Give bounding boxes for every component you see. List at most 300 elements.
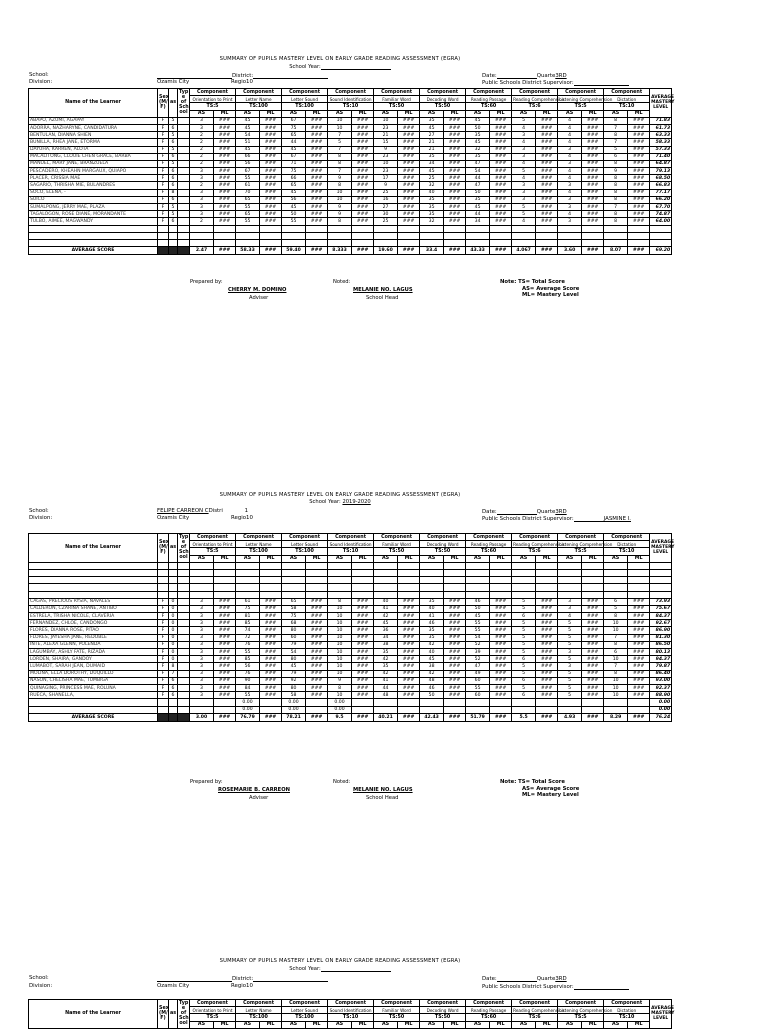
score-as: 3 (190, 620, 214, 627)
sub-as: AS (558, 555, 582, 562)
score-as: 2 (190, 160, 214, 167)
score-ml: ### (260, 670, 282, 677)
learner-sex: F (158, 692, 169, 699)
score-ml: ### (444, 139, 466, 146)
score-ml: ### (214, 218, 236, 225)
score-as: 32 (420, 218, 444, 225)
table-row (29, 146, 672, 153)
score-ml: ### (306, 168, 328, 175)
component-name: Reading Comprehension (513, 96, 565, 102)
score-as: 54 (466, 168, 490, 175)
adviser-label: Adviser (249, 795, 269, 801)
table-row (29, 670, 672, 677)
score-ml: ### (260, 627, 282, 634)
learner-age: 5 (169, 146, 178, 153)
score-as: 41 (420, 613, 444, 620)
average-ml: ### (214, 247, 236, 255)
learner-age: 6 (169, 124, 178, 131)
sub-ml: ML (398, 110, 420, 117)
score-as: 32 (420, 182, 444, 189)
score-ml: ### (628, 692, 650, 699)
header-row (29, 534, 672, 541)
score-ml: ### (490, 175, 512, 182)
score-as: 3 (512, 189, 536, 196)
score-as: 10 (328, 663, 352, 670)
score-ml: ### (260, 620, 282, 627)
score-ml: ### (582, 196, 604, 203)
table-row (29, 699, 672, 706)
score-as: 8 (604, 132, 628, 139)
score-ml: ### (490, 613, 512, 620)
score-as: 6 (604, 598, 628, 605)
score-ml: ### (628, 146, 650, 153)
sub-ml: ML (490, 555, 512, 562)
component-header: Component (190, 89, 236, 96)
score-ml: ### (352, 677, 374, 684)
date-field: Date: Quarte3RD (482, 976, 567, 982)
score-ml: ### (214, 641, 236, 648)
noted-label: Noted: (333, 279, 351, 285)
score-ml: ### (628, 211, 650, 218)
school-type (178, 146, 190, 153)
score-ml: ### (214, 613, 236, 620)
component-total: TS:50 (374, 103, 420, 110)
score-as: 23 (374, 153, 398, 160)
learner-sex: F (158, 670, 169, 677)
score-ml: ### (490, 620, 512, 627)
region-value: Regio10 (231, 983, 253, 989)
score-as: 5 (512, 663, 536, 670)
table-row (29, 656, 672, 663)
score-ml: ### (214, 160, 236, 167)
score-as: 21 (420, 146, 444, 153)
score-ml: ### (260, 605, 282, 612)
score-as: 2 (190, 139, 214, 146)
school-type (178, 613, 190, 620)
sub-as: AS (374, 1021, 398, 1028)
average-mastery: 66.83 (650, 182, 672, 189)
score-as: 3 (190, 627, 214, 634)
score-ml: ### (214, 605, 236, 612)
sub-as: AS (420, 1021, 444, 1028)
col-as-header: as (169, 534, 178, 563)
score-ml: ### (260, 189, 282, 196)
score-as: 3 (558, 204, 582, 211)
score-as: 60 (282, 634, 306, 641)
sub-as: AS (236, 110, 260, 117)
score-ml: ### (214, 634, 236, 641)
component-header: Component (328, 89, 374, 96)
component-total: TS:100 (282, 548, 328, 555)
learner-sex: F (158, 132, 169, 139)
score-ml: ### (628, 132, 650, 139)
score-as: 3 (558, 182, 582, 189)
zero-value: 0.00 (328, 699, 352, 706)
score-ml: ### (352, 692, 374, 699)
school-year: School Year: 2019-2020 (309, 499, 371, 505)
score-ml: ### (306, 627, 328, 634)
region-value: Regio10 (231, 79, 253, 85)
learner-sex: F (158, 146, 169, 153)
table-row (29, 218, 672, 225)
score-as: 55 (466, 627, 490, 634)
score-as: 8 (328, 182, 352, 189)
component-header: Component (236, 1000, 282, 1007)
score-ml: ### (352, 211, 374, 218)
learner-sex: F (158, 656, 169, 663)
school-type (178, 627, 190, 634)
sub-as: AS (190, 555, 214, 562)
sub-ml: ML (444, 555, 466, 562)
learner-age: 5 (169, 132, 178, 139)
score-as: 3 (190, 189, 214, 196)
score-ml: ### (306, 620, 328, 627)
average-row (29, 247, 672, 255)
learner-age: 6 (169, 182, 178, 189)
sub-as: AS (466, 555, 490, 562)
average-as: 59.40 (282, 247, 306, 255)
score-ml: ### (536, 139, 558, 146)
average-row (29, 713, 672, 721)
average-as: 8.07 (604, 247, 628, 255)
score-as: 66 (282, 175, 306, 182)
component-header: Component (374, 1000, 420, 1007)
learner-age: 6 (169, 196, 178, 203)
score-ml: ### (214, 175, 236, 182)
score-ml: ### (582, 168, 604, 175)
learner-sex: F (158, 182, 169, 189)
component-header: Component (558, 534, 604, 541)
score-as: 3 (512, 146, 536, 153)
learner-sex: F (158, 204, 169, 211)
score-as: 9 (328, 175, 352, 182)
score-as: 3 (512, 153, 536, 160)
col-type-header: Typ e of Sch ool (179, 1001, 189, 1027)
score-as: 32 (466, 146, 490, 153)
score-ml: ### (582, 677, 604, 684)
sub-as: AS (328, 1021, 352, 1028)
average-total: 76.24 (650, 713, 672, 721)
component-header: Component (558, 1000, 604, 1007)
score-as: 41 (374, 677, 398, 684)
learner-sex: F (158, 168, 169, 175)
component-total: TS:50 (420, 548, 466, 555)
score-as: 3 (190, 649, 214, 656)
score-as: 27 (420, 132, 444, 139)
score-as: 47 (466, 663, 490, 670)
division-field: Division: (29, 79, 53, 85)
sub-ml: ML (628, 110, 650, 117)
sub-ml: ML (490, 110, 512, 117)
score-as: 5 (558, 677, 582, 684)
score-ml: ### (306, 598, 328, 605)
score-ml: ### (582, 641, 604, 648)
score-ml: ### (582, 211, 604, 218)
average-mastery: 81.30 (650, 634, 672, 641)
sub-ml: ML (536, 1021, 558, 1028)
head-name: MELANIE NO. LAGUS (353, 287, 413, 293)
school-type (178, 189, 190, 196)
score-ml: ### (352, 656, 374, 663)
score-ml: ### (260, 117, 282, 124)
score-ml: ### (490, 189, 512, 196)
score-as: 58 (282, 605, 306, 612)
score-as: 79 (282, 670, 306, 677)
score-as: 35 (420, 627, 444, 634)
average-ml: ### (306, 713, 328, 721)
score-ml: ### (536, 649, 558, 656)
score-as: 10 (328, 613, 352, 620)
school-type (178, 168, 190, 175)
component-total: TS:100 (236, 103, 282, 110)
component-total: TS:100 (282, 103, 328, 110)
score-ml: ### (398, 204, 420, 211)
score-as: 8 (328, 218, 352, 225)
score-ml: ### (214, 189, 236, 196)
score-as: 42 (420, 641, 444, 648)
score-ml: ### (536, 211, 558, 218)
component-name: Familiar Word (374, 1007, 420, 1014)
score-ml: ### (214, 692, 236, 699)
average-ml: ### (582, 247, 604, 255)
score-as: 8 (604, 182, 628, 189)
component-name: Letter Name (236, 96, 282, 103)
score-ml: ### (352, 670, 374, 677)
score-ml: ### (444, 160, 466, 167)
score-as: 5 (512, 627, 536, 634)
score-ml: ### (628, 124, 650, 131)
score-ml: ### (260, 692, 282, 699)
score-as: 5 (512, 641, 536, 648)
score-ml: ### (398, 146, 420, 153)
score-as: 42 (374, 613, 398, 620)
score-ml: ### (490, 684, 512, 691)
table-row (29, 168, 672, 175)
table-row (29, 706, 672, 713)
average-as: 8.333 (328, 247, 352, 255)
table-row (29, 605, 672, 612)
score-ml: ### (582, 124, 604, 131)
score-ml: ### (214, 124, 236, 131)
score-ml: ### (582, 117, 604, 124)
score-as: 2 (190, 218, 214, 225)
score-ml: ### (352, 598, 374, 605)
score-as: 50 (282, 211, 306, 218)
school-field: School: (29, 72, 49, 78)
score-ml: ### (582, 692, 604, 699)
score-as: 5 (512, 211, 536, 218)
learner-name: SOCO, ELENA, - (29, 189, 158, 196)
score-ml: ### (490, 204, 512, 211)
score-as: 49 (466, 670, 490, 677)
col-average-header: AVERAGE MASTERY LEVEL (650, 1000, 672, 1029)
zero-value: 0.00 (328, 706, 352, 713)
average-mastery: 64.87 (650, 160, 672, 167)
score-ml: ### (490, 627, 512, 634)
table-row (29, 232, 672, 239)
score-ml: ### (398, 670, 420, 677)
score-ml: ### (490, 605, 512, 612)
score-ml: ### (628, 153, 650, 160)
sub-ml: ML (260, 110, 282, 117)
score-ml: ### (352, 684, 374, 691)
score-as: 48 (374, 692, 398, 699)
score-as: 5 (512, 634, 536, 641)
average-as: 58.33 (236, 247, 260, 255)
learner-sex: F (158, 684, 169, 691)
average-total: 69.20 (650, 247, 672, 255)
average-as: 2.47 (190, 247, 214, 255)
score-as: 51 (236, 139, 260, 146)
score-ml: ### (352, 153, 374, 160)
learner-age: 0 (169, 620, 178, 627)
table-row (29, 160, 672, 167)
learner-age: 6 (169, 684, 178, 691)
component-name: Reading Comprehension (513, 1007, 565, 1013)
score-ml: ### (490, 139, 512, 146)
sub-as: AS (604, 555, 628, 562)
score-as: 5 (512, 649, 536, 656)
score-as: 3 (190, 692, 214, 699)
table-row (29, 634, 672, 641)
learner-age: 5 (169, 211, 178, 218)
score-as: 16 (374, 196, 398, 203)
score-ml: ### (214, 153, 236, 160)
date-field: Date: Quarte3RD (482, 73, 567, 79)
score-as: 72 (236, 634, 260, 641)
head-label: School Head (366, 295, 399, 301)
score-as: 5 (558, 684, 582, 691)
head-name: MELANIE NO. LAGUS (353, 787, 413, 793)
component-header: Component (190, 1000, 236, 1007)
score-as: 23 (374, 168, 398, 175)
average-as: 4.067 (512, 247, 536, 255)
learner-sex: F (158, 211, 169, 218)
score-as: 67 (282, 117, 306, 124)
table-row (29, 598, 672, 605)
score-ml: ### (628, 117, 650, 124)
legend-note: Note: TS= Total Score AS= Average Score ML= Mastery Level (500, 779, 580, 798)
score-ml: ### (306, 117, 328, 124)
score-ml: ### (628, 218, 650, 225)
zero-value: 0.00 (282, 706, 306, 713)
score-as: 40 (420, 189, 444, 196)
score-as: 45 (466, 204, 490, 211)
score-ml: ### (398, 153, 420, 160)
score-as: 42 (420, 670, 444, 677)
score-ml: ### (398, 189, 420, 196)
report-title: SUMMARY OF PUPILS MASTERY LEVEL ON EARLY GRADE READING ASSESSMENT (EGRA) (219, 958, 461, 964)
score-ml: ### (444, 218, 466, 225)
average-as: 78.21 (282, 713, 306, 721)
adviser-name: CHERRY M. DOMINO (228, 287, 287, 293)
component-name: Decoding Word (420, 1007, 466, 1014)
score-as: 5 (328, 139, 352, 146)
score-ml: ### (582, 684, 604, 691)
component-header: Component (512, 1000, 558, 1007)
supervisor-field: Public Schools District Supervisor: (482, 983, 629, 990)
table-row (29, 569, 672, 576)
table-row (29, 641, 672, 648)
score-ml: ### (306, 613, 328, 620)
score-as: 10 (328, 641, 352, 648)
score-ml: ### (490, 218, 512, 225)
division-field: Division: (29, 515, 53, 521)
school-value: FELIPE CARREON CDistri 1 (157, 508, 249, 514)
score-ml: ### (260, 634, 282, 641)
school-year: School Year: (0, 965, 680, 972)
learner-sex: F (158, 196, 169, 203)
average-mastery: 86.50 (650, 641, 672, 648)
score-ml: ### (628, 175, 650, 182)
division-value: Ozamis City (157, 983, 190, 989)
average-as: 40.21 (374, 713, 398, 721)
score-as: 55 (236, 175, 260, 182)
score-as: 35 (420, 153, 444, 160)
score-as: 45 (466, 139, 490, 146)
score-as: 4 (558, 613, 582, 620)
sub-as: AS (190, 110, 214, 117)
school-type (178, 598, 190, 605)
sub-ml: ML (352, 555, 374, 562)
score-as: 5 (512, 670, 536, 677)
score-ml: ### (398, 211, 420, 218)
score-as: 10 (328, 117, 352, 124)
score-as: 34 (466, 218, 490, 225)
score-ml: ### (398, 627, 420, 634)
score-as: 10 (604, 627, 628, 634)
score-ml: ### (214, 182, 236, 189)
score-ml: ### (536, 117, 558, 124)
component-total: TS:10 (328, 103, 374, 110)
component-total: TS:5 (190, 548, 236, 555)
table-row (29, 204, 672, 211)
head-label: School Head (366, 795, 399, 801)
score-as: 3 (558, 218, 582, 225)
score-as: 80 (282, 627, 306, 634)
score-ml: ### (306, 196, 328, 203)
score-ml: ### (260, 218, 282, 225)
score-as: 3 (190, 684, 214, 691)
learner-name: SUMALPONG, JERRY MAE, PLAZA (29, 204, 158, 211)
component-name: Reading Passage (466, 96, 512, 103)
score-ml: ### (582, 598, 604, 605)
sub-as: AS (328, 555, 352, 562)
score-as: 80 (282, 684, 306, 691)
score-ml: ### (536, 168, 558, 175)
score-ml: ### (260, 613, 282, 620)
score-as: 3 (190, 656, 214, 663)
average-mastery: 63.33 (650, 132, 672, 139)
date-field: Date: Quarte3RD (482, 509, 567, 515)
score-as: 35 (420, 211, 444, 218)
learner-sex: F (158, 189, 169, 196)
component-header: Component (512, 89, 558, 96)
score-ml: ### (490, 146, 512, 153)
sub-ml: ML (582, 1021, 604, 1028)
score-as: 3 (190, 175, 214, 182)
score-as: 55 (466, 684, 490, 691)
score-as: 9 (328, 677, 352, 684)
col-average-header: AVERAGE MASTERY LEVEL (650, 89, 672, 118)
score-ml: ### (582, 613, 604, 620)
school-type (178, 117, 190, 124)
learner-name: ESTRELA, TRISHA NICOLE, CLAVERIA (29, 613, 158, 620)
sub-as: AS (558, 1021, 582, 1028)
average-mastery: 71.40 (650, 153, 672, 160)
score-as: 10 (328, 634, 352, 641)
component-header: Component (466, 534, 512, 541)
